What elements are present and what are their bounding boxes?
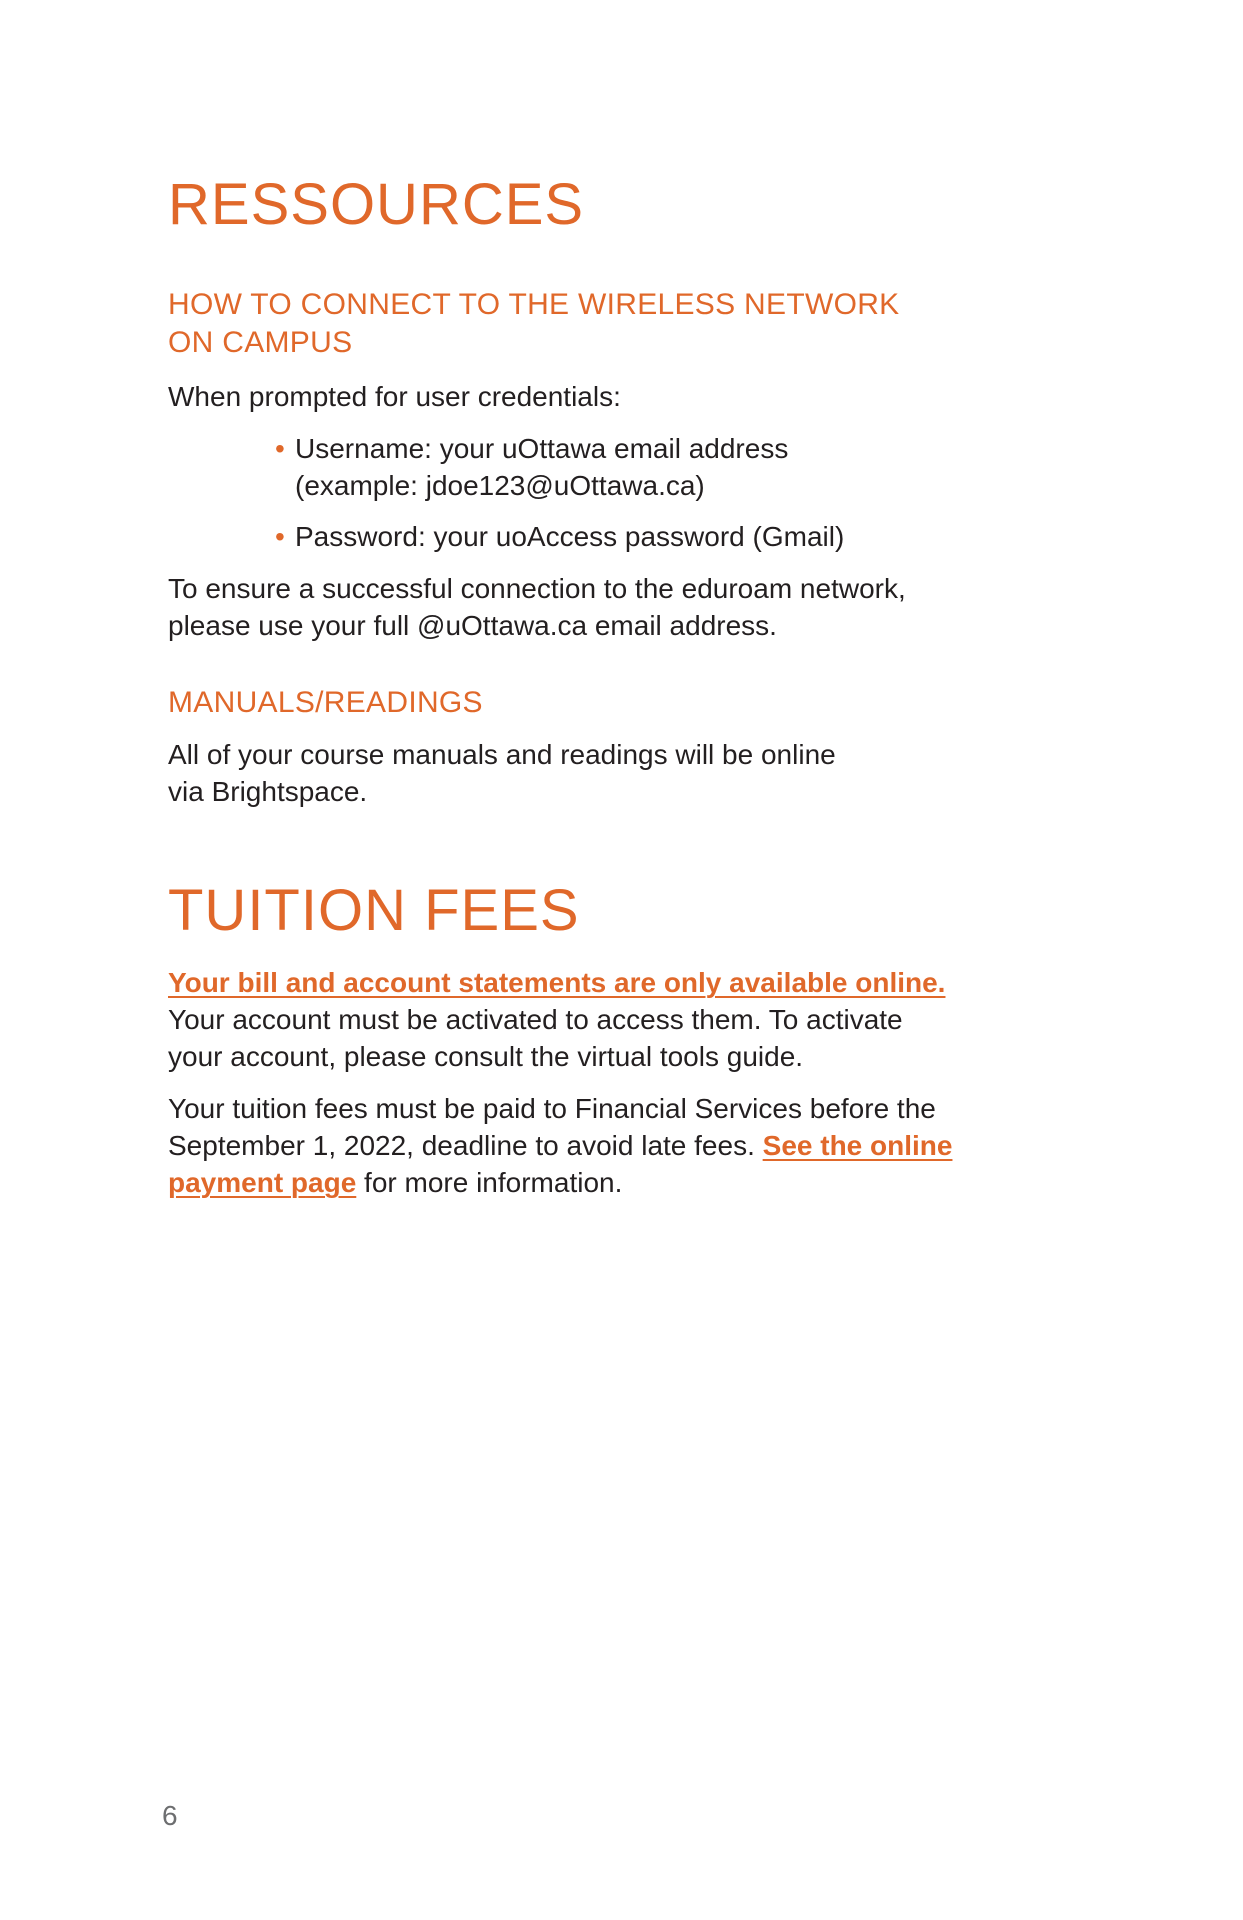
bullet-icon: •: [275, 433, 285, 464]
list-item: [273, 430, 973, 504]
manuals-heading: MANUALS/READINGS: [168, 686, 483, 719]
wireless-heading-line1: HOW TO CONNECT TO THE WIRELESS NETWORK: [168, 288, 900, 321]
payment-link-part2[interactable]: payment page: [168, 1167, 357, 1198]
username-line2: (example: jdoe123@uOttawa.ca): [295, 470, 705, 501]
fees-line1: Your tuition fees must be paid to Financial Services before the: [168, 1093, 936, 1124]
credentials-list-2: [273, 518, 973, 555]
fees-line3-suffix: for more information.: [356, 1167, 623, 1198]
resources-title: RESSOURCES: [168, 172, 585, 237]
activate-line1: Your account must be activated to access them. To activate: [168, 1004, 903, 1035]
page-number: 6: [162, 1800, 178, 1831]
wireless-note-line1: To ensure a successful connection to the eduroam network,: [168, 573, 906, 604]
wireless-note: [168, 570, 1068, 644]
password-line: Password: your uoAccess password (Gmail): [295, 521, 845, 552]
fees-paragraph: [168, 1090, 1068, 1201]
payment-link-part1[interactable]: See the online: [762, 1130, 953, 1161]
wireless-heading-line2: ON CAMPUS: [168, 326, 353, 359]
manuals-text-line1: All of your course manuals and readings will be online: [168, 739, 836, 770]
wireless-intro: When prompted for user credentials:: [168, 381, 621, 412]
activate-line2: your account, please consult the virtual tools guide.: [168, 1041, 804, 1072]
username-line1: Username: your uOttawa email address: [295, 433, 789, 464]
credentials-list: [273, 430, 973, 504]
tuition-title: TUITION FEES: [168, 878, 580, 943]
bullet-icon: •: [275, 521, 285, 552]
wireless-heading: [168, 286, 900, 362]
list-item: [273, 518, 973, 555]
manuals-text-line2: via Brightspace.: [168, 776, 368, 807]
wireless-note-line2: please use your full @uOttawa.ca email address.: [168, 610, 777, 641]
fees-line2: September 1, 2022, deadline to avoid late fees.: [168, 1130, 763, 1161]
statements-paragraph: [168, 964, 1068, 1075]
manuals-text: [168, 736, 1068, 810]
statements-link[interactable]: Your bill and account statements are only available online.: [168, 967, 946, 998]
